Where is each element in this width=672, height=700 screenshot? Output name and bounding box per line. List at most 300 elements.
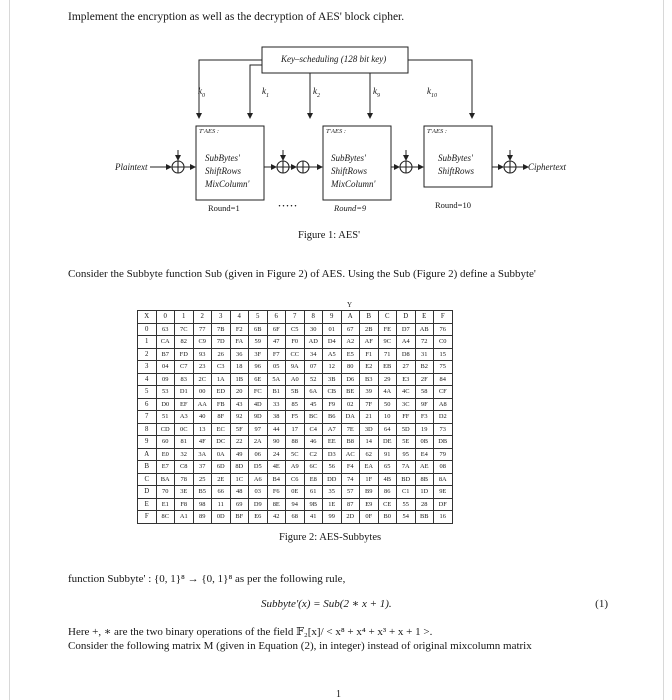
sbox-cell: 38 [267, 411, 286, 424]
sbox-cell: 35 [323, 486, 342, 499]
sbox-cell: D8 [397, 348, 416, 361]
sbox-cell: 46 [304, 436, 323, 449]
sbox-cell: 44 [267, 423, 286, 436]
round10-label: Round=10 [435, 200, 471, 210]
ciphertext-label: Ciphertext [528, 162, 566, 172]
round9-ops [331, 152, 375, 191]
sbox-cell: F9 [323, 398, 342, 411]
key-label-2: $k_2$ [313, 86, 320, 99]
sbox-cell: 84 [434, 373, 453, 386]
sbox-cell: EF [175, 398, 194, 411]
sbox-col-header: F [434, 311, 453, 324]
sbox-col-header: 1 [175, 311, 194, 324]
sbox-cell: 29 [378, 373, 397, 386]
key-line-0 [199, 60, 262, 118]
sbox-cell: 1F [360, 473, 379, 486]
sbox-cell: 97 [249, 423, 268, 436]
sbox-cell: D4 [323, 336, 342, 349]
sbox-cell: E0 [156, 448, 175, 461]
sbox-cell: C4 [304, 423, 323, 436]
sbox-row [138, 511, 453, 524]
sbox-cell: 20 [230, 386, 249, 399]
sbox-cell: F5 [286, 411, 305, 424]
sbox-cell: 83 [175, 373, 194, 386]
sbox-cell: 5A [267, 373, 286, 386]
sbox-cell: 6B [249, 323, 268, 336]
sbox-cell: 13 [193, 423, 212, 436]
sbox-cell: 99 [323, 511, 342, 524]
sbox-corner: X [138, 311, 157, 324]
sbox-cell: E3 [397, 373, 416, 386]
sbox-cell: AA [193, 398, 212, 411]
sbox-row [138, 386, 453, 399]
sbox-row [138, 348, 453, 361]
sbox-cell: 43 [230, 398, 249, 411]
sbox-cell: 2D [341, 511, 360, 524]
sbox-cell: FA [230, 336, 249, 349]
sbox-row-header: 5 [138, 386, 157, 399]
sbox-cell: D9 [249, 498, 268, 511]
sbox-y-label: Y [347, 301, 353, 309]
sbox-row [138, 486, 453, 499]
sbox-row-header: 6 [138, 398, 157, 411]
sbox-cell: C0 [434, 336, 453, 349]
sbox-cell: 15 [434, 348, 453, 361]
sbox-cell: AE [415, 461, 434, 474]
sbox-cell: 5F [230, 423, 249, 436]
sbox-col-header: 9 [323, 311, 342, 324]
round9-tag: T'AES : [326, 128, 346, 135]
sbox-cell: C2 [304, 448, 323, 461]
sbox-row [138, 411, 453, 424]
sbox-cell: 0C [175, 423, 194, 436]
sbox-cell: EA [360, 461, 379, 474]
sbox-cell: EC [212, 423, 231, 436]
sbox-cell: 23 [193, 361, 212, 374]
sbox-cell: 4E [267, 461, 286, 474]
sbox-cell: D2 [434, 411, 453, 424]
sbox-col-header: 5 [249, 311, 268, 324]
sbox-cell: 1C [230, 473, 249, 486]
sbox-col-header: 0 [156, 311, 175, 324]
sbox-cell: 51 [156, 411, 175, 424]
sbox-cell: A3 [175, 411, 194, 424]
sbox-cell: 24 [267, 448, 286, 461]
sbox-cell: 0D [212, 511, 231, 524]
sbox-cell: C9 [193, 336, 212, 349]
sbox-cell: DB [434, 436, 453, 449]
round9-op-shiftrows: ShiftRows [331, 166, 368, 176]
sbox-cell: D0 [156, 398, 175, 411]
sbox-cell: 2C [193, 373, 212, 386]
sbox-cell: E9 [360, 498, 379, 511]
sbox-cell: 7C [175, 323, 194, 336]
sbox-row-header: 9 [138, 436, 157, 449]
sbox-cell: 8E [267, 498, 286, 511]
sbox-cell: F4 [341, 461, 360, 474]
sbox-cell: 45 [304, 398, 323, 411]
sbox-cell: 1D [415, 486, 434, 499]
sbox-cell: FC [249, 386, 268, 399]
sbox-cell: E6 [249, 511, 268, 524]
sbox-cell: D1 [175, 386, 194, 399]
sbox-cell: 55 [397, 498, 416, 511]
sbox-cell: 81 [175, 436, 194, 449]
sbox-cell: E4 [415, 448, 434, 461]
sbox-cell: 8B [415, 473, 434, 486]
page-number: 1 [336, 689, 341, 700]
sbox-cell: 17 [286, 423, 305, 436]
sbox-cell: B9 [360, 486, 379, 499]
sbox-row [138, 398, 453, 411]
sbox-cell: 11 [212, 498, 231, 511]
sbox-cell: 1A [212, 373, 231, 386]
sbox-row [138, 373, 453, 386]
sbox-cell: 00 [193, 386, 212, 399]
sbox-col-header: 4 [230, 311, 249, 324]
sbox-cell: 60 [156, 436, 175, 449]
sbox-cell: 73 [434, 423, 453, 436]
sbox-col-header: B [360, 311, 379, 324]
sbox-cell: 67 [341, 323, 360, 336]
sbox-cell: 93 [193, 348, 212, 361]
sbox-col-header: 6 [267, 311, 286, 324]
sbox-cell: DC [212, 436, 231, 449]
sbox-cell: 6C [304, 461, 323, 474]
sbox-cell: 33 [267, 398, 286, 411]
sbox-cell: 70 [156, 486, 175, 499]
sbox-row-header: E [138, 498, 157, 511]
sbox-cell: 03 [249, 486, 268, 499]
sbox-cell: 7F [360, 398, 379, 411]
sbox-cell: 14 [360, 436, 379, 449]
sbox-cell: 2B [360, 323, 379, 336]
sbox-cell: D3 [323, 448, 342, 461]
sbox-cell: 9E [434, 486, 453, 499]
sbox-cell: DD [323, 473, 342, 486]
sbox-cell: C3 [212, 361, 231, 374]
sbox-cell: 53 [156, 386, 175, 399]
sbox-cell: B1 [267, 386, 286, 399]
sbox-cell: E1 [156, 498, 175, 511]
sbox-row [138, 473, 453, 486]
sbox-cell: 2A [249, 436, 268, 449]
sbox-cell: D5 [249, 461, 268, 474]
sbox-cell: 87 [341, 498, 360, 511]
sbox-cell: A4 [397, 336, 416, 349]
sbox-cell: D6 [341, 373, 360, 386]
sbox-cell: CC [286, 348, 305, 361]
sbox-cell: AC [341, 448, 360, 461]
sbox-cell: 37 [193, 461, 212, 474]
equation-1: Subbyte'(x) = Sub(2 ∗ x + 1). [261, 598, 392, 610]
sbox-cell: B8 [341, 436, 360, 449]
sbox-cell: AF [360, 336, 379, 349]
sbox-cell: 64 [378, 423, 397, 436]
sbox-cell: FB [212, 398, 231, 411]
sbox-cell: FE [378, 323, 397, 336]
sbox-cell: 7A [397, 461, 416, 474]
key-label-1: $k_1$ [262, 86, 269, 99]
sbox-cell: 0F [360, 511, 379, 524]
sbox-cell: 8A [434, 473, 453, 486]
sbox-cell: 12 [323, 361, 342, 374]
sbox-cell: 56 [323, 461, 342, 474]
sbox-row [138, 361, 453, 374]
sbox-row-header: 1 [138, 336, 157, 349]
sbox-cell: CB [323, 386, 342, 399]
sbox-cell: 27 [397, 361, 416, 374]
round10-tag: T'AES : [427, 128, 447, 135]
sbox-cell: 66 [212, 486, 231, 499]
matrix-paragraph: Consider the following matrix M (given in Equation (2), in integer) instead of original mixcolumn matrix [68, 640, 532, 652]
key-line-1 [250, 65, 262, 118]
sbox-cell: 2F [415, 373, 434, 386]
sbox-cell: B0 [378, 511, 397, 524]
sbox-cell: ED [212, 386, 231, 399]
sbox-cell: C5 [286, 323, 305, 336]
sbox-cell: 9C [378, 336, 397, 349]
key-schedule-label: Key–scheduling (128 bit key) [281, 54, 387, 64]
sbox-cell: 41 [304, 511, 323, 524]
sbox-cell: 36 [230, 348, 249, 361]
sbox-col-header: 2 [193, 311, 212, 324]
round10-op-shiftrows: ShiftRows [438, 166, 475, 176]
sbox-cell: AB [415, 323, 434, 336]
sbox-col-header: A [341, 311, 360, 324]
sbox-row-header: A [138, 448, 157, 461]
sbox-cell: 50 [378, 398, 397, 411]
sbox-cell: 22 [230, 436, 249, 449]
sbox-cell: 1E [323, 498, 342, 511]
sbox-cell: BB [415, 511, 434, 524]
sbox-cell: 9A [286, 361, 305, 374]
sbox-cell: 49 [230, 448, 249, 461]
sbox-row-header: C [138, 473, 157, 486]
sbox-cell: 48 [230, 486, 249, 499]
sbox-cell: 8C [156, 511, 175, 524]
sbox-cell: BA [156, 473, 175, 486]
sbox-cell: A6 [249, 473, 268, 486]
sbox-table [137, 310, 453, 524]
sbox-cell: 34 [304, 348, 323, 361]
sbox-row [138, 448, 453, 461]
equation-number: (1) [595, 598, 608, 610]
sbox-cell: 8F [212, 411, 231, 424]
sbox-cell: 95 [397, 448, 416, 461]
sbox-cell: 89 [193, 511, 212, 524]
sbox-cell: B4 [267, 473, 286, 486]
sbox-cell: 77 [193, 323, 212, 336]
sbox-cell: 52 [304, 373, 323, 386]
sbox-cell: 2E [212, 473, 231, 486]
sbox-cell: 4D [249, 398, 268, 411]
sbox-cell: 26 [212, 348, 231, 361]
sbox-cell: 91 [378, 448, 397, 461]
sbox-cell: 04 [156, 361, 175, 374]
sbox-cell: C8 [175, 461, 194, 474]
key-line-10 [408, 60, 472, 118]
round10-op-subbytes: SubBytes' [438, 153, 473, 163]
sbox-cell: BC [304, 411, 323, 424]
round-dots: ····· [278, 201, 299, 211]
sbox-cell: 10 [378, 411, 397, 424]
key-label-10: $k_{10}$ [427, 86, 437, 99]
sbox-cell: CE [378, 498, 397, 511]
sbox-cell: 39 [360, 386, 379, 399]
sbox-cell: 19 [415, 423, 434, 436]
round9-label: Round=9 [334, 203, 367, 213]
plaintext-label: Plaintext [115, 162, 148, 172]
sbox-cell: 31 [415, 348, 434, 361]
sbox-row [138, 461, 453, 474]
sbox-cell: 42 [267, 511, 286, 524]
sbox-cell: 32 [175, 448, 194, 461]
sbox-cell: B3 [360, 373, 379, 386]
sbox-cell: 78 [175, 473, 194, 486]
sbox-cell: 65 [378, 461, 397, 474]
sbox-cell: BF [230, 511, 249, 524]
round9-op-subbytes: SubBytes' [331, 153, 366, 163]
sbox-cell: 3E [175, 486, 194, 499]
sbox-row-header: D [138, 486, 157, 499]
sbox-cell: 3C [397, 398, 416, 411]
sbox-cell: 59 [249, 336, 268, 349]
sbox-cell: 63 [156, 323, 175, 336]
field-definition: Here +, ∗ are the two binary operations of the field 𝔽₂[x]/ < x⁸ + x⁴ + x³ + x + 1 >. [68, 626, 433, 638]
sbox-cell: 0E [286, 486, 305, 499]
sbox-cell: 88 [286, 436, 305, 449]
sbox-cell: A8 [434, 398, 453, 411]
sbox-col-header: E [415, 311, 434, 324]
sbox-cell: D7 [397, 323, 416, 336]
sbox-cell: BD [397, 473, 416, 486]
sbox-cell: 4C [397, 386, 416, 399]
sbox-cell: 82 [175, 336, 194, 349]
sbox-cell: 3D [360, 423, 379, 436]
sbox-cell: 30 [304, 323, 323, 336]
intro-text: Implement the encryption as well as the decryption of AES' block cipher. [68, 11, 405, 23]
sbox-row-header: 7 [138, 411, 157, 424]
sbox-cell: EE [323, 436, 342, 449]
sbox-cell: 9B [304, 498, 323, 511]
sbox-cell: 16 [434, 511, 453, 524]
figure1-caption: Figure 1: AES' [298, 230, 360, 241]
sbox-cell: 08 [434, 461, 453, 474]
round1-op-subbytes: SubBytes' [205, 153, 240, 163]
sbox-cell: DF [434, 498, 453, 511]
sbox-col-header: 7 [286, 311, 305, 324]
sbox-cell: DA [341, 411, 360, 424]
sbox-cell: 4A [378, 386, 397, 399]
sbox-cell: 72 [415, 336, 434, 349]
sbox-cell: 96 [249, 361, 268, 374]
sbox-cell: 61 [304, 486, 323, 499]
sbox-cell: 85 [286, 398, 305, 411]
sbox-cell: 86 [378, 486, 397, 499]
sbox-row [138, 423, 453, 436]
sbox-cell: 7B [212, 323, 231, 336]
sbox-cell: E8 [304, 473, 323, 486]
sbox-row-header: F [138, 511, 157, 524]
sbox-cell: BE [341, 386, 360, 399]
sbox-cell: F8 [175, 498, 194, 511]
sbox-row [138, 336, 453, 349]
sbox-cell: 0A [212, 448, 231, 461]
sbox-cell: B7 [156, 348, 175, 361]
sbox-cell: 80 [341, 361, 360, 374]
sbox-cell: FD [175, 348, 194, 361]
function-definition: function Subbyte' : {0, 1}⁸ → {0, 1}⁸ as per the following rule, [68, 573, 346, 585]
sbox-row-header: B [138, 461, 157, 474]
sbox-cell: F3 [415, 411, 434, 424]
sbox-cell: 5C [286, 448, 305, 461]
sbox-cell: B6 [323, 411, 342, 424]
round1-label: Round=1 [208, 203, 240, 213]
sbox-cell: 0B [415, 436, 434, 449]
sbox-cell: C1 [397, 486, 416, 499]
sbox-cell: A2 [341, 336, 360, 349]
sbox-cell: 68 [286, 511, 305, 524]
sbox-cell: 06 [249, 448, 268, 461]
sbox-cell: 6A [304, 386, 323, 399]
sbox-cell: 8D [230, 461, 249, 474]
sbox-cell: 01 [323, 323, 342, 336]
key-label-9: $k_9$ [373, 86, 380, 99]
sbox-header-row [138, 311, 453, 324]
sbox-cell: EB [378, 361, 397, 374]
sbox-cell: 09 [156, 373, 175, 386]
round1-op-mixcolumn: MixColumn' [205, 179, 250, 189]
sbox-cell: 62 [360, 448, 379, 461]
sbox-row-header: 4 [138, 373, 157, 386]
sbox-row-header: 2 [138, 348, 157, 361]
sbox-cell: 07 [304, 361, 323, 374]
sbox-cell: A5 [323, 348, 342, 361]
sbox-cell: 5B [286, 386, 305, 399]
sbox-cell: 47 [267, 336, 286, 349]
sbox-cell: C7 [175, 361, 194, 374]
sbox-cell: 98 [193, 498, 212, 511]
sbox-cell: 74 [341, 473, 360, 486]
sbox-row [138, 323, 453, 336]
sbox-cell: 92 [230, 411, 249, 424]
sbox-cell: 3F [249, 348, 268, 361]
sbox-cell: F1 [360, 348, 379, 361]
sbox-cell: 9D [249, 411, 268, 424]
round9-op-mixcolumn: MixColumn' [331, 179, 376, 189]
key-label-0: $k_0$ [198, 86, 205, 99]
sbox-cell: A0 [286, 373, 305, 386]
sbox-cell: F2 [230, 323, 249, 336]
sbox-cell: 6E [249, 373, 268, 386]
sbox-cell: DE [378, 436, 397, 449]
sbox-cell: F7 [267, 348, 286, 361]
round10-ops [438, 152, 474, 178]
sbox-cell: 3B [323, 373, 342, 386]
sbox-cell: 7E [341, 423, 360, 436]
sbox-cell: C6 [286, 473, 305, 486]
sbox-row-header: 3 [138, 361, 157, 374]
sbox-cell: 40 [193, 411, 212, 424]
sbox-row-header: 8 [138, 423, 157, 436]
sbox-cell: 21 [360, 411, 379, 424]
sbox-cell: A7 [323, 423, 342, 436]
sbox-cell: F6 [267, 486, 286, 499]
sbox-row [138, 498, 453, 511]
sbox-cell: 28 [415, 498, 434, 511]
sbox-cell: AD [304, 336, 323, 349]
